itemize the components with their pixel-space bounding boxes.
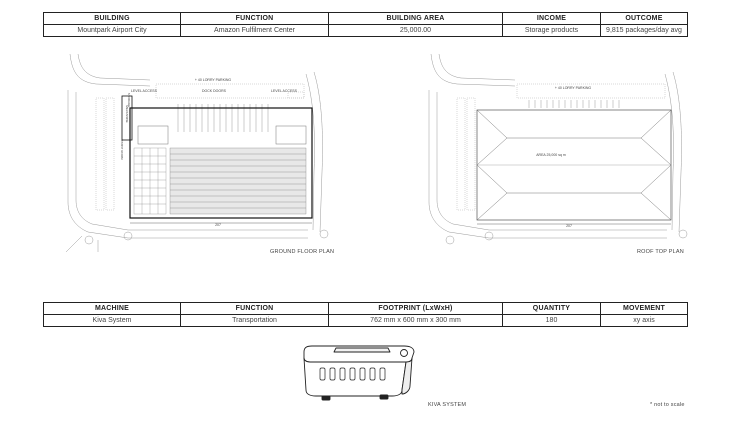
function-cell: Amazon Fulfilment Center (181, 25, 329, 37)
building-area-header: BUILDING AREA (329, 13, 503, 25)
building-header: BUILDING (44, 13, 181, 25)
roundabout (124, 232, 132, 240)
site-road (673, 72, 682, 232)
building-cell: Mountpark Airport City (44, 25, 181, 37)
robot-wheel (322, 396, 330, 400)
roof-ridges (477, 110, 671, 220)
dock-doors-label: DOCK DOORS (202, 89, 226, 93)
ground-floor-plan-caption: GROUND FLOOR PLAN (270, 249, 335, 255)
roof-area-label: AREA 25,000 sq m (536, 153, 566, 157)
roundabout (320, 230, 328, 238)
movement-cell: xy axis (601, 315, 688, 327)
side-label-mezzanine: MEZZANINE (125, 105, 129, 123)
site-road (88, 232, 308, 238)
function-cell: Transportation (181, 315, 329, 327)
site-road (431, 54, 515, 86)
income-cell: Storage products (503, 25, 601, 37)
car-parking (106, 98, 114, 210)
site-road (76, 92, 92, 224)
car-parking (96, 98, 104, 210)
machine-header: MACHINE (44, 303, 181, 315)
site-road (66, 236, 82, 252)
site-road (449, 232, 667, 238)
robot-lift-plate (334, 348, 390, 352)
storage-grid-left (134, 148, 166, 214)
side-label-storage: STORAGE (127, 92, 131, 108)
storage-racks (170, 148, 306, 214)
site-road (665, 74, 674, 230)
quantity-cell: 180 (503, 315, 601, 327)
roof-dimension-label: 207 (566, 224, 572, 228)
robot-wheel (380, 395, 388, 399)
site-road (70, 54, 150, 86)
movement-header: MOVEMENT (601, 303, 688, 315)
scale-note: * not to scale (650, 402, 685, 408)
roof-top-plan-caption: ROOF TOP PLAN (637, 249, 684, 255)
site-road (453, 224, 667, 230)
machine-table-header (44, 303, 688, 315)
function-header: FUNCTION (181, 303, 329, 315)
machine-cell: Kiva System (44, 315, 181, 327)
function-header: FUNCTION (181, 13, 329, 25)
upper-units (138, 126, 306, 144)
site-road (439, 54, 515, 80)
loading-strips (529, 100, 619, 108)
site-road (92, 224, 308, 230)
roundabout (446, 236, 454, 244)
quantity-header: QUANTITY (503, 303, 601, 315)
footprint-header: FOOTPRINT (LxWxH) (329, 303, 503, 315)
footprint-cell: 762 mm x 600 mm x 300 mm (329, 315, 503, 327)
roundabout (85, 236, 93, 244)
kiva-robot-drawing (296, 338, 426, 404)
outcome-cell: 9,815 packages/day avg (601, 25, 688, 37)
site-road (437, 92, 453, 224)
car-parking (457, 98, 465, 210)
level-access-left-label: LEVEL ACCESS (131, 89, 157, 93)
lorry-parking-label: + 40 LORRY PARKING (194, 78, 232, 82)
ground-floor-plan (38, 52, 338, 262)
machine-table (43, 302, 688, 327)
roundabout (679, 230, 687, 238)
building-table-header (44, 13, 688, 25)
robot-top-sensor (401, 350, 408, 357)
outcome-header: OUTCOME (601, 13, 688, 25)
roof-top-plan (405, 52, 690, 262)
building-area-cell: 25,000.00 (329, 25, 503, 37)
site-road (306, 74, 315, 230)
table-row (44, 315, 688, 327)
income-header: INCOME (503, 13, 601, 25)
lorry-parking-label: + 40 LORRY PARKING (554, 86, 592, 90)
robot-vents (320, 368, 385, 380)
side-label-print-room: PRINT ROOM (120, 140, 124, 160)
site-road (314, 72, 323, 232)
building-table (43, 12, 688, 37)
table-row (44, 25, 688, 37)
car-parking (467, 98, 475, 210)
site-road (78, 54, 150, 80)
roundabout (485, 232, 493, 240)
level-access-right-label: LEVEL ACCESS (271, 89, 297, 93)
ground-dimension-label: 207 (215, 223, 221, 227)
kiva-system-caption: KIVA SYSTEM (428, 402, 467, 408)
